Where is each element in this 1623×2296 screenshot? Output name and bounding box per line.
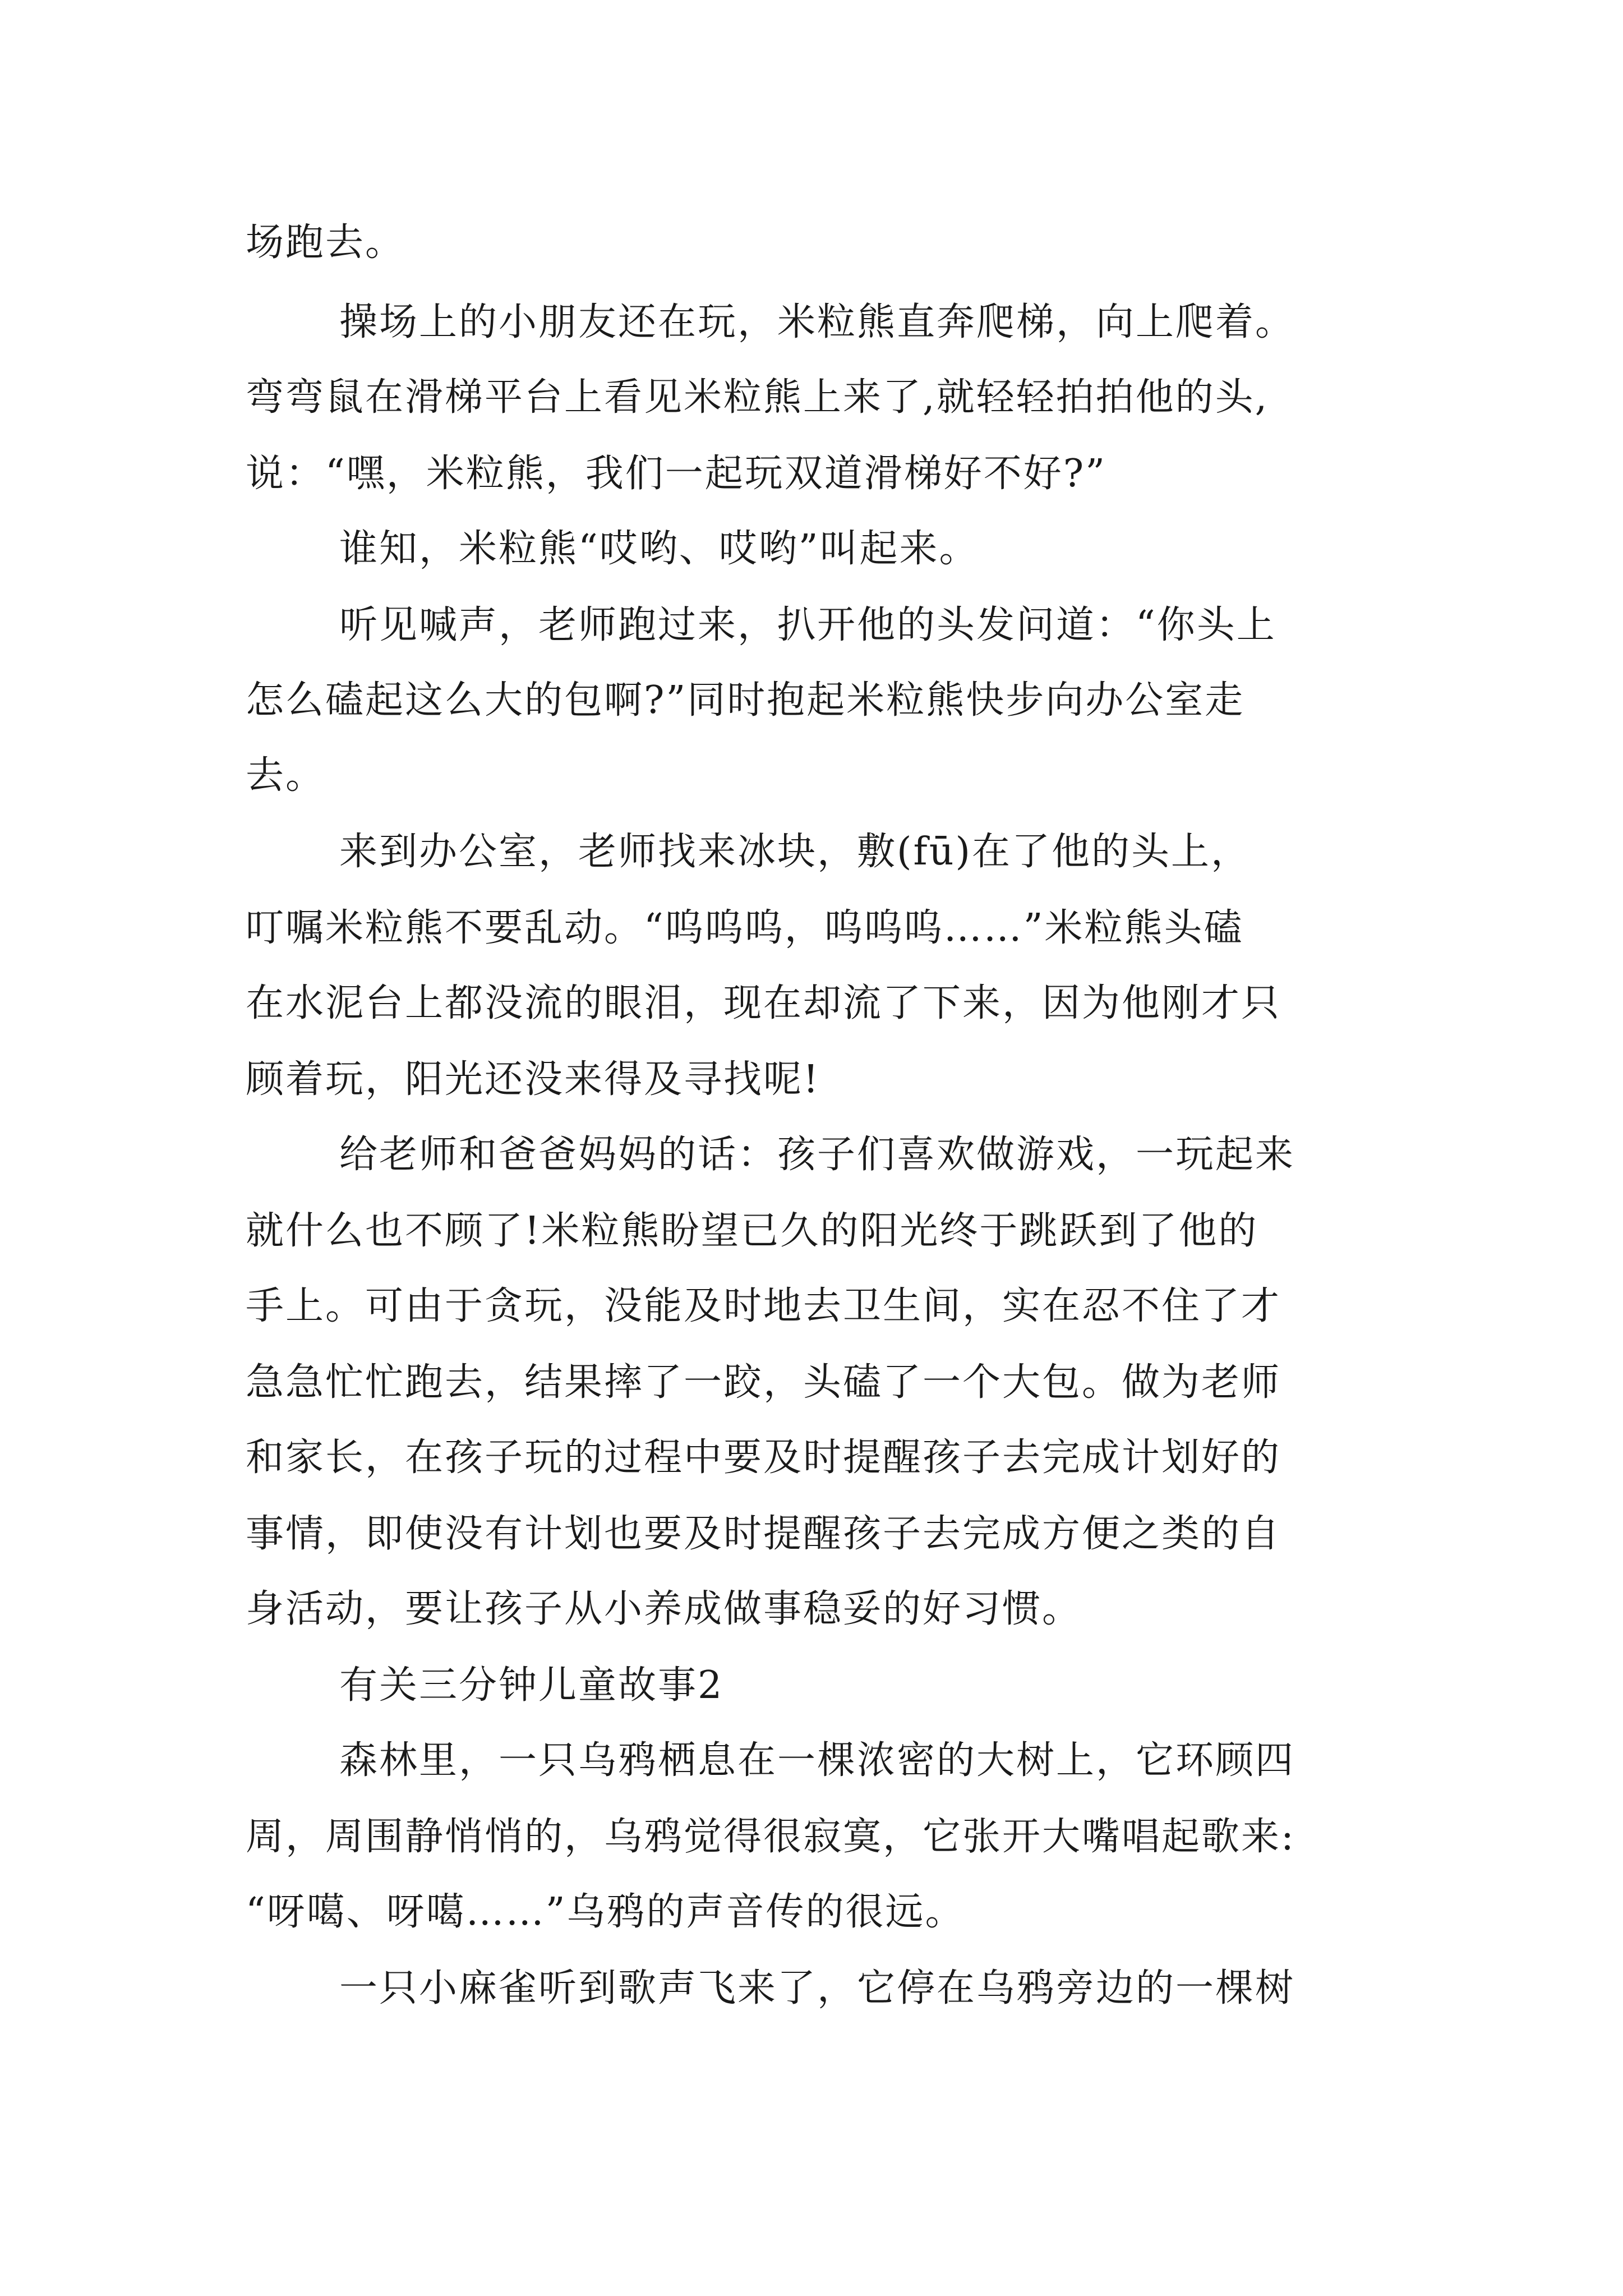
text-line-23: “呀噶、呀噶……”乌鸦的声音传的很远。: [246, 1890, 965, 1934]
text-line-19: 身活动，要让孩子从小养成做事稳妥的好习惯。: [246, 1587, 1082, 1631]
text-line-7: 怎么磕起这么大的包啊?”同时抱起米粒熊快步向办公室走: [246, 678, 1245, 723]
text-line-6: 听见喊声，老师跑过来，扒开他的头发问道：“你头上: [339, 603, 1276, 647]
text-line-8: 去。: [246, 753, 326, 798]
text-line-14: 就什么也不顾了!米粒熊盼望已久的阳光终于跳跃到了他的: [246, 1209, 1258, 1253]
text-line-18: 事情，即使没有计划也要及时提醒孩子去完成方便之类的自: [246, 1512, 1281, 1556]
text-line-11: 在水泥台上都没流的眼泪，现在却流了下来，因为他刚才只: [246, 981, 1281, 1025]
text-line-1: 场跑去。: [246, 220, 405, 265]
text-line-13: 给老师和爸爸妈妈的话：孩子们喜欢做游戏，一玩起来: [339, 1133, 1295, 1177]
text-line-2: 操场上的小朋友还在玩，米粒熊直奔爬梯，向上爬着。: [339, 300, 1295, 344]
text-line-22: 周，周围静悄悄的，乌鸦觉得很寂寞，它张开大嘴唱起歌来:: [246, 1815, 1295, 1859]
text-line-9: 来到办公室，老师找来冰块，敷(fū)在了他的头上，: [339, 830, 1251, 874]
text-line-17: 和家长，在孩子玩的过程中要及时提醒孩子去完成计划好的: [246, 1435, 1281, 1480]
text-line-3: 弯弯鼠在滑梯平台上看见米粒熊上来了,就轻轻拍拍他的头,: [246, 375, 1269, 420]
text-line-10: 叮嘱米粒熊不要乱动。“呜呜呜，呜呜呜……”米粒熊头磕: [246, 906, 1244, 950]
text-line-5: 谁知，米粒熊“哎哟、哎哟”叫起来。: [339, 527, 979, 571]
text-line-4: 说：“嘿，米粒熊，我们一起玩双道滑梯好不好?”: [246, 452, 1106, 496]
text-line-21: 森林里，一只乌鸦栖息在一棵浓密的大树上，它环顾四: [339, 1738, 1295, 1783]
text-line-12: 顾着玩，阳光还没来得及寻找呢!: [246, 1057, 820, 1102]
text-line-24: 一只小麻雀听到歌声飞来了，它停在乌鸦旁边的一棵树: [339, 1966, 1295, 2010]
text-line-16: 急急忙忙跑去，结果摔了一跤，头磕了一个大包。做为老师: [246, 1360, 1281, 1405]
text-line-15: 手上。可由于贪玩，没能及时地去卫生间，实在忍不住了才: [246, 1284, 1281, 1328]
section-heading: 有关三分钟儿童故事2: [339, 1663, 724, 1708]
